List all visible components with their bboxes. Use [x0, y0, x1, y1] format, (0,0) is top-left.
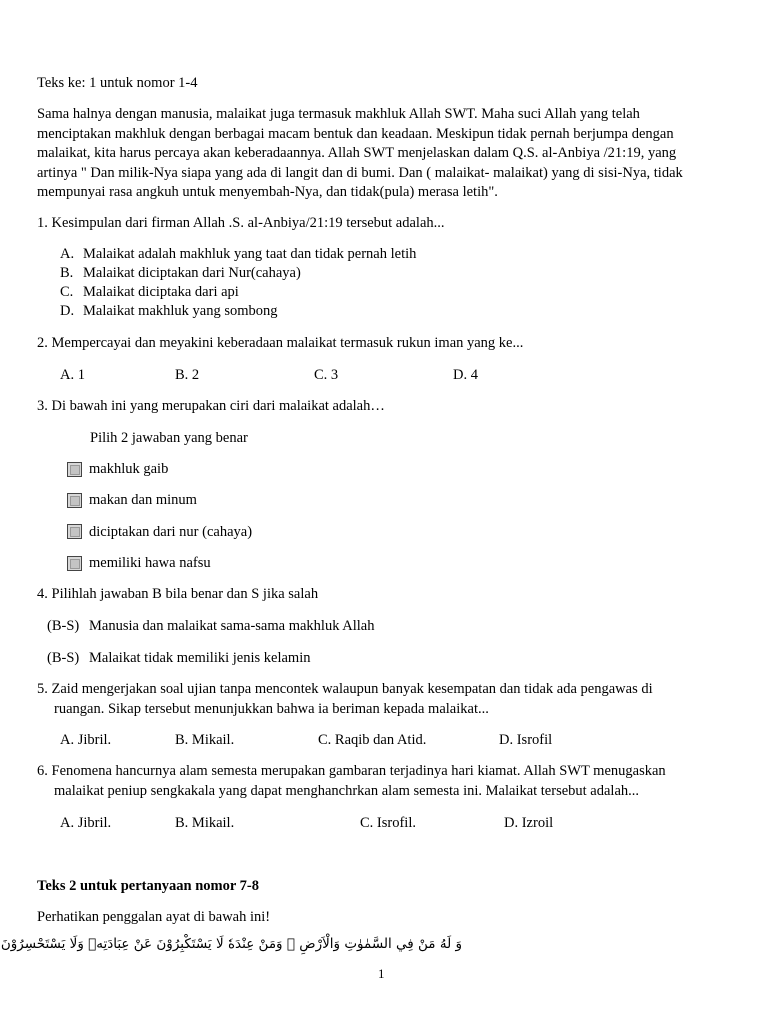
- q3-checkbox-2[interactable]: [67, 493, 82, 508]
- option-text: Malaikat diciptaka dari api: [83, 284, 239, 300]
- option-letter: D.: [60, 303, 75, 319]
- q2-option-c: C. 3: [314, 367, 339, 383]
- statement-text: Manusia dan malaikat sama-sama makhluk Allah: [89, 618, 375, 634]
- q6-option-c: C. Isrofil.: [360, 815, 416, 831]
- q3-choice-2: makan dan minum: [89, 492, 197, 508]
- q1-option-c: [60, 283, 239, 303]
- q5-option-b: B. Mikail.: [175, 732, 235, 748]
- section-2-title: Teks 2 untuk pertanyaan nomor 7-8: [37, 878, 259, 894]
- q3-choice-3: diciptakan dari nur (cahaya): [89, 524, 253, 540]
- q1-option-d: [60, 302, 278, 322]
- q4-item-1: [47, 617, 375, 637]
- passage-line: malaikat, kita harus percaya akan keberadaannya. Allah SWT menjelaskan dalam Q.S. al-Anbiya /21:19, yang: [37, 145, 677, 161]
- question-4: 4. Pilihlah jawaban B bila benar dan S jika salah: [37, 586, 319, 602]
- b-s-mark[interactable]: (B-S): [47, 650, 80, 666]
- option-letter: B.: [60, 265, 74, 281]
- q5-option-a: A. Jibril.: [60, 732, 112, 748]
- q3-checkbox-3[interactable]: [67, 524, 82, 539]
- passage-line: artinya " Dan milik-Nya siapa yang ada di langit dan di bumi. Dan ( malaikat- malaikat) yang di sisi-Nya, tidak: [37, 165, 683, 181]
- passage-line: mempunyai rasa angkuh untuk menyembah-Nya, dan tidak(pula) merasa letih".: [37, 184, 498, 200]
- passage-line: menciptakan makhluk dengan berbagai macam bentuk dan keadaan. Meskipun tidak pernah berjumpa dengan: [37, 126, 674, 142]
- passage-line: Sama halnya dengan manusia, malaikat juga termasuk makhluk Allah SWT. Maha suci Allah yang telah: [37, 106, 640, 122]
- option-letter: C.: [60, 284, 74, 300]
- q3-choice-4: memiliki hawa nafsu: [89, 555, 211, 571]
- q2-option-b: B. 2: [175, 367, 200, 383]
- q6-option-d: D. Izroil: [504, 815, 554, 831]
- question-2: 2. Mempercayai dan meyakini keberadaan malaikat termasuk rukun iman yang ke...: [37, 335, 524, 351]
- section-2-instruction: Perhatikan penggalan ayat di bawah ini!: [37, 909, 271, 925]
- page-number: 1: [378, 966, 385, 981]
- question-5-line-1: 5. Zaid mengerjakan soal ujian tanpa mencontek walaupun banyak kesempatan dan tidak ada pengawas di: [37, 681, 653, 697]
- q3-choice-1: makhluk gaib: [89, 461, 169, 477]
- question-5-line-2: ruangan. Sikap tersebut menunjukkan bahwa ia beriman kepada malaikat...: [54, 701, 489, 717]
- question-6-line-2: malaikat peniup sengkakala yang dapat menghanchrkan alam semesta ini. Malaikat tersebut adalah...: [54, 783, 640, 799]
- q1-option-b: [60, 264, 301, 284]
- b-s-mark[interactable]: (B-S): [47, 618, 80, 634]
- question-6-line-1: 6. Fenomena hancurnya alam semesta merupakan gambaran terjadinya hari kiamat. Allah SWT menugaskan: [37, 763, 666, 779]
- q3-checkbox-1[interactable]: [67, 462, 82, 477]
- q6-option-a: A. Jibril.: [60, 815, 112, 831]
- question-3: 3. Di bawah ini yang merupakan ciri dari malaikat adalah…: [37, 398, 385, 414]
- q3-checkbox-4[interactable]: [67, 556, 82, 571]
- q1-option-a: [60, 245, 416, 265]
- q2-option-d: D. 4: [453, 367, 478, 383]
- q5-option-d: D. Isrofil: [499, 732, 553, 748]
- option-text: Malaikat diciptakan dari Nur(cahaya): [83, 265, 301, 281]
- option-letter: A.: [60, 246, 75, 262]
- text-header: Teks ke: 1 untuk nomor 1-4: [37, 75, 198, 91]
- question-1: 1. Kesimpulan dari firman Allah .S. al-Anbiya/21:19 tersebut adalah...: [37, 215, 445, 231]
- option-text: Malaikat makhluk yang sombong: [83, 303, 278, 319]
- option-text: Malaikat adalah makhluk yang taat dan tidak pernah letih: [83, 246, 417, 262]
- q2-option-a: A. 1: [60, 367, 85, 383]
- q5-option-c: C. Raqib dan Atid.: [318, 732, 427, 748]
- q3-instruction: Pilih 2 jawaban yang benar: [90, 430, 248, 446]
- statement-text: Malaikat tidak memiliki jenis kelamin: [89, 650, 311, 666]
- arabic-verse: وَ لَهُ مَنْ فِي السَّمٰوٰتِ وَالْاَرْضِ ۗ وَمَنْ عِنْدَهٗ لَا يَسْتَكْبِرُوْنَ عَنْ عِبَادَتِهٖ وَلَا يَسْتَحْسِرُوْنَ: [0, 936, 462, 952]
- q4-item-2: [47, 649, 310, 669]
- q6-option-b: B. Mikail.: [175, 815, 235, 831]
